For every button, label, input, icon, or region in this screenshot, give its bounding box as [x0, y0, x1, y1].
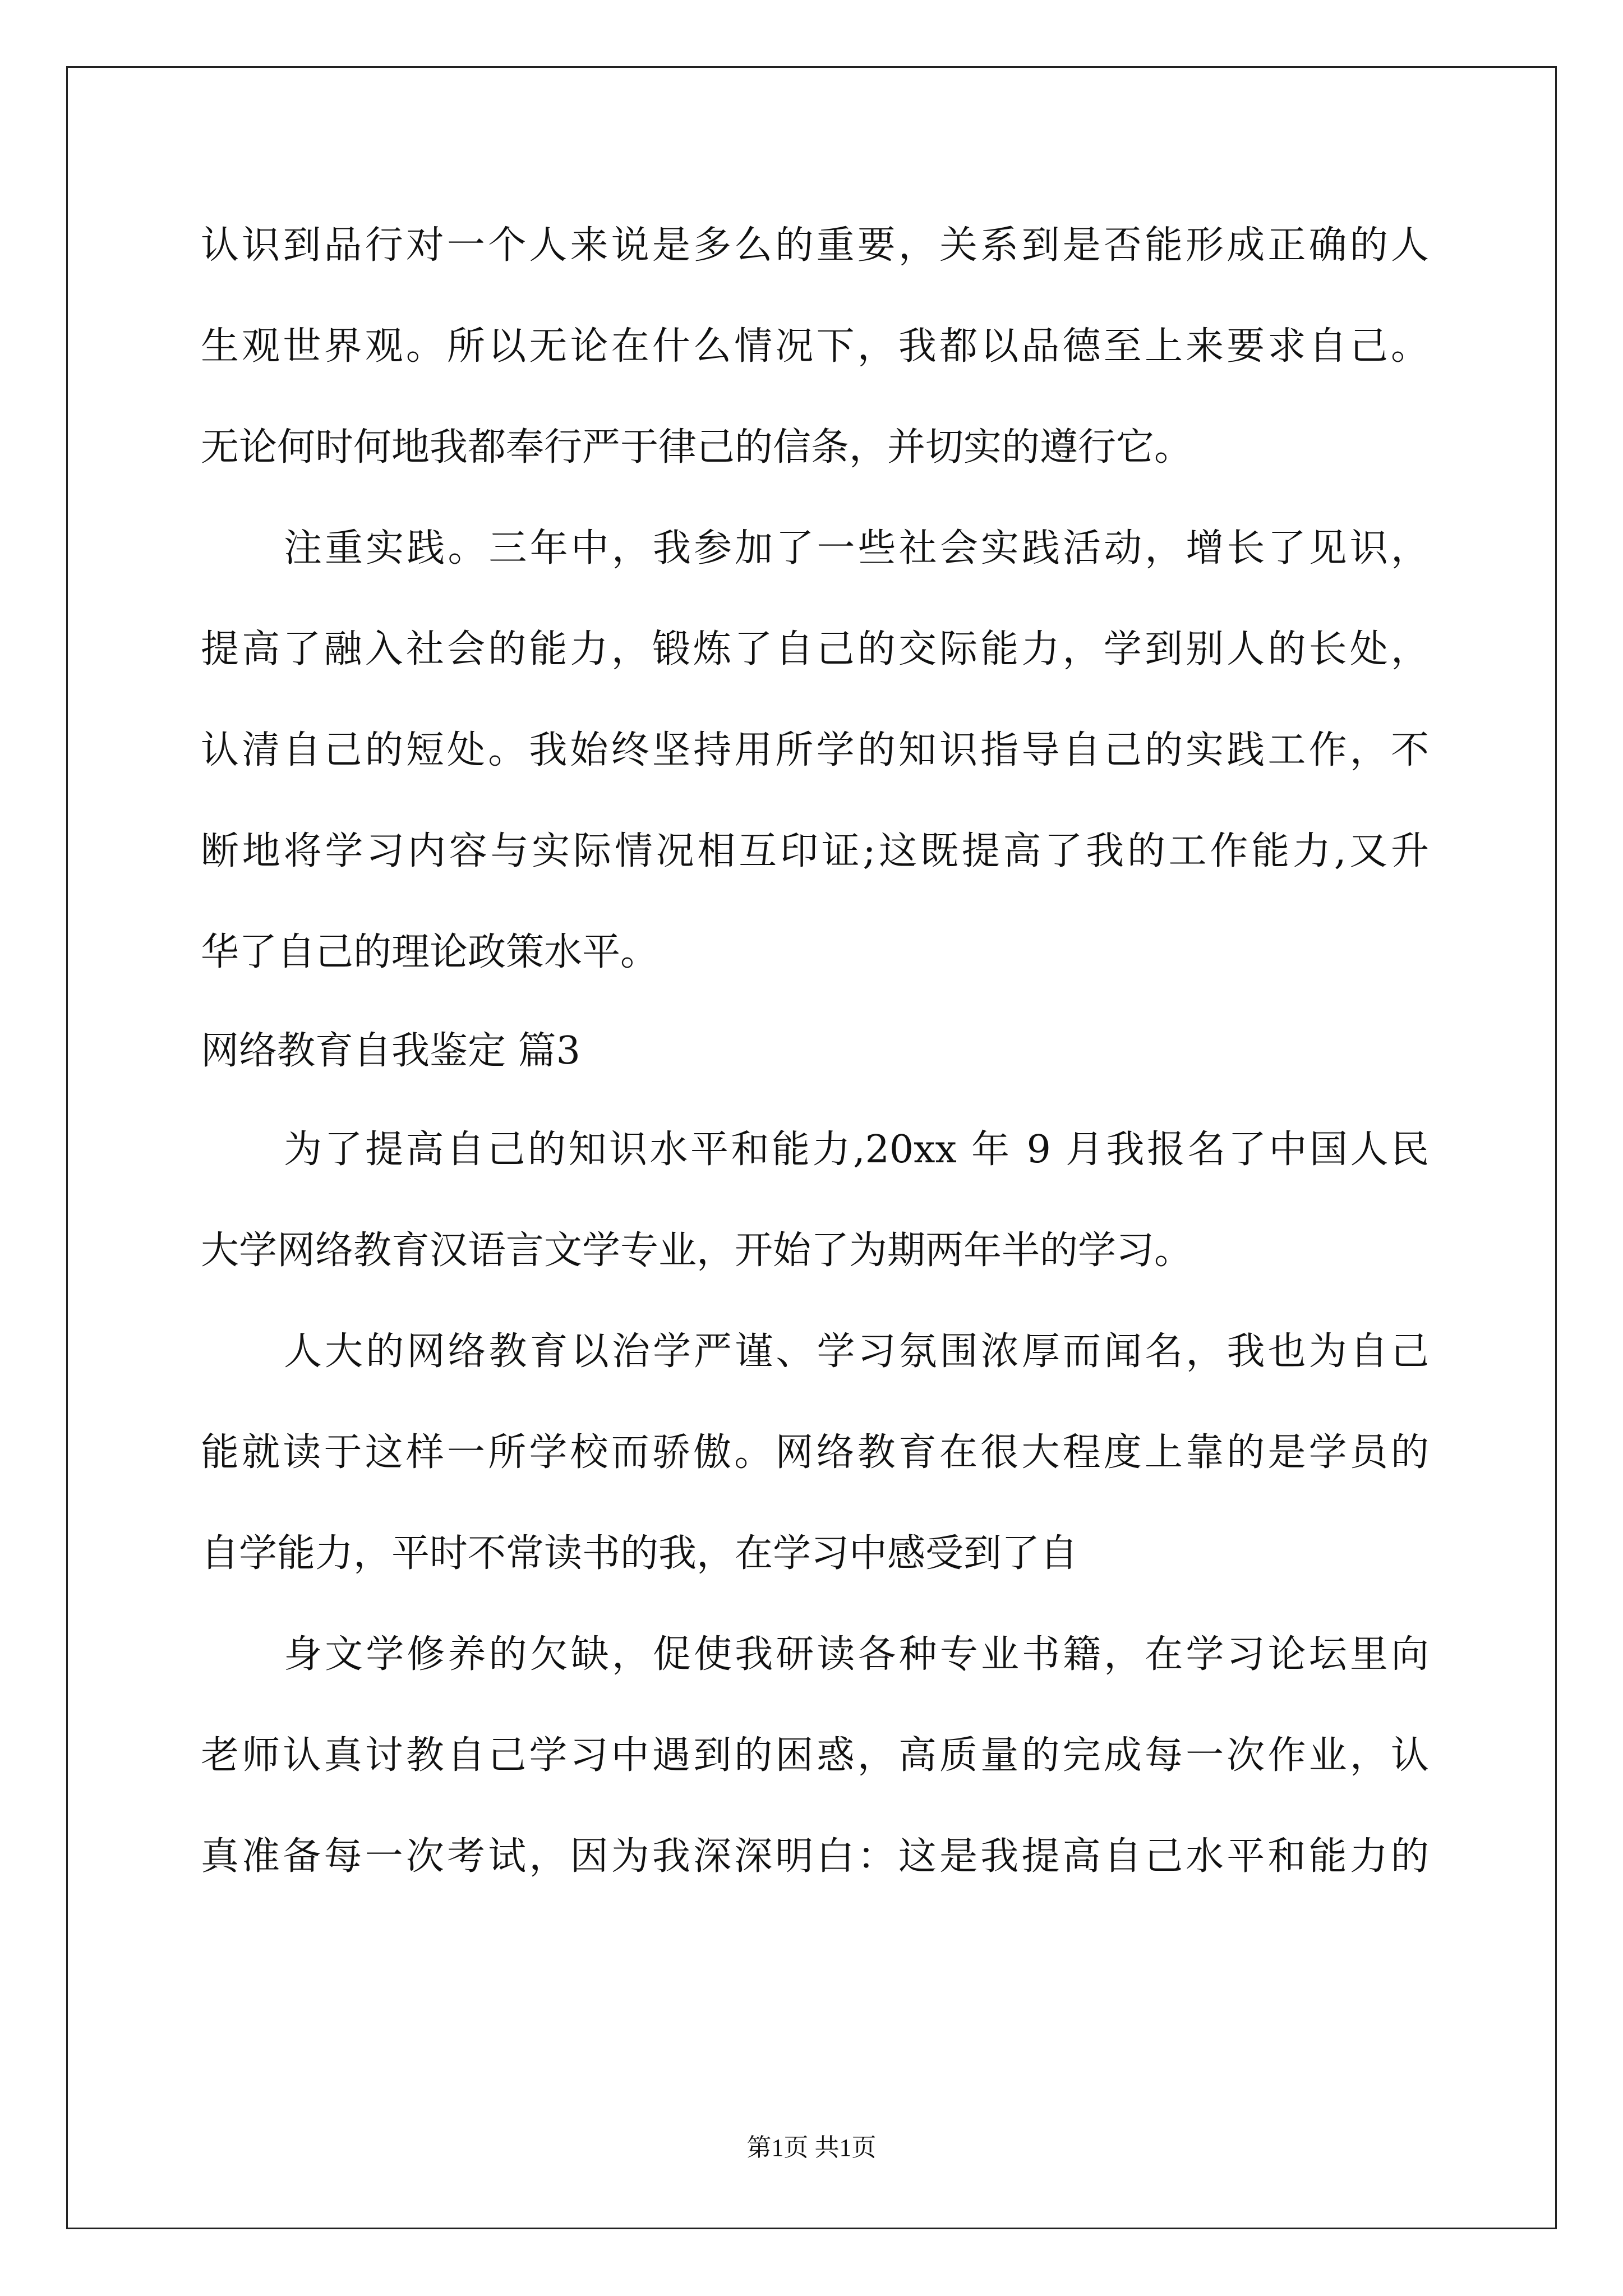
section-heading: 网络教育自我鉴定 篇3 [201, 1029, 580, 1073]
paragraph-line: 为了提高自己的知识水平和能力,20xx 年 9 月我报名了中国人民 [284, 1128, 1429, 1172]
paragraph-line: 生观世界观。所以无论在什么情况下，我都以品德至上来要求自己。 [201, 324, 1429, 369]
paragraph-line: 身文学修养的欠缺，促使我研读各种专业书籍，在学习论坛里向 [284, 1632, 1429, 1677]
paragraph-line: 认清自己的短处。我始终坚持用所学的知识指导自己的实践工作，不 [201, 728, 1429, 772]
paragraph-line: 能就读于这样一所学校而骄傲。网络教育在很大程度上靠的是学员的 [201, 1430, 1429, 1475]
paragraph-line: 自学能力，平时不常读书的我，在学习中感受到了自 [201, 1531, 1078, 1576]
paragraph-line: 老师认真讨教自己学习中遇到的困惑，高质量的完成每一次作业，认 [201, 1733, 1429, 1778]
paragraph-line: 注重实践。三年中，我参加了一些社会实践活动，增长了见识， [284, 526, 1429, 570]
page-footer: 第1页 共1页 [746, 2134, 877, 2161]
paragraph-line: 无论何时何地我都奉行严于律己的信条，并切实的遵行它。 [201, 425, 1193, 470]
paragraph-line: 认识到品行对一个人来说是多么的重要，关系到是否能形成正确的人 [201, 223, 1429, 268]
paragraph-line: 断地将学习内容与实际情况相互印证;这既提高了我的工作能力,又升 [201, 829, 1429, 873]
paragraph-line: 提高了融入社会的能力，锻炼了自己的交际能力，学到别人的长处， [201, 627, 1429, 671]
paragraph-line: 华了自己的理论政策水平。 [201, 930, 659, 974]
paragraph-line: 真准备每一次考试，因为我深深明白：这是我提高自己水平和能力的 [201, 1834, 1429, 1879]
paragraph-line: 人大的网络教育以治学严谨、学习氛围浓厚而闻名，我也为自己 [284, 1329, 1429, 1374]
paragraph-line: 大学网络教育汉语言文学专业，开始了为期两年半的学习。 [201, 1228, 1193, 1273]
